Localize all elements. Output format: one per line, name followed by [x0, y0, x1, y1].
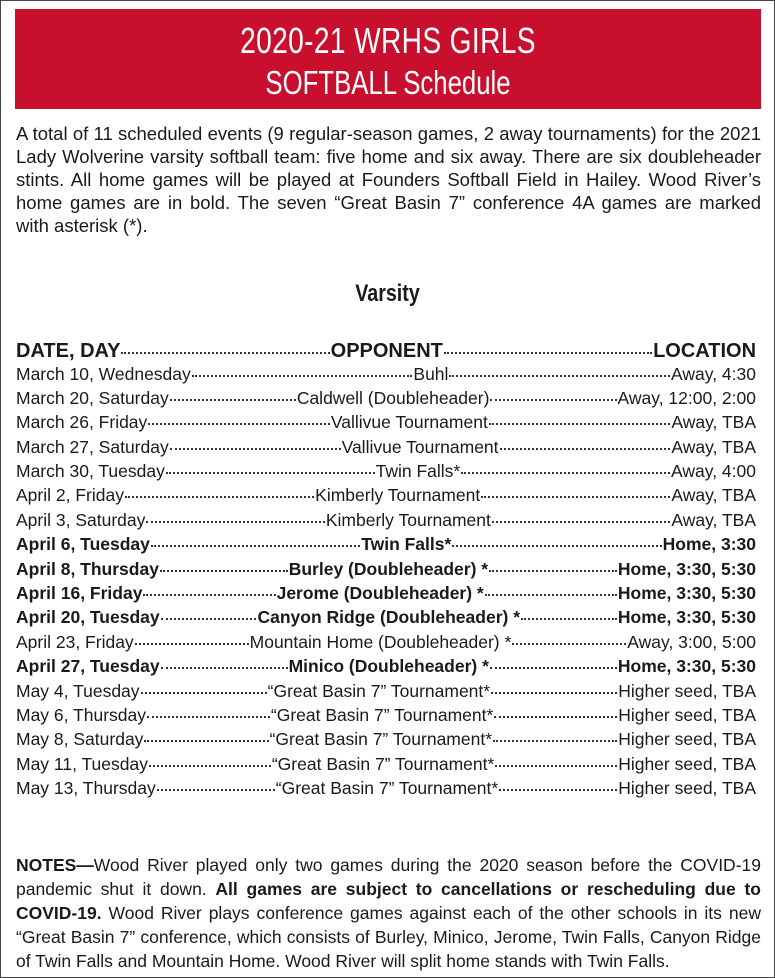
game-date: March 10, Wednesday [16, 363, 191, 384]
game-location: Away, TBA [671, 509, 756, 530]
schedule-table [16, 335, 756, 799]
game-location: Higher seed, TBA [618, 753, 756, 774]
game-opponent: Burley (Doubleheader) * [288, 558, 489, 579]
game-location: Higher seed, TBA [618, 729, 757, 750]
table-row [16, 604, 756, 628]
section-title: Varsity [355, 280, 420, 307]
game-date: March 20, Saturday [16, 387, 169, 408]
game-location: Higher seed, TBA [618, 680, 757, 701]
game-date: April 8, Thursday [16, 558, 159, 579]
leader-dots [489, 406, 671, 426]
leader-dots [170, 381, 296, 401]
table-row [16, 628, 756, 652]
notes-label: NOTES— [16, 855, 94, 875]
game-date: May 6, Thursday [16, 704, 147, 725]
game-location: Away, 12:00, 2:00 [617, 387, 756, 408]
leader-dots [161, 650, 288, 670]
intro-paragraph: A total of 11 scheduled events (9 regular-season games, 2 away tournaments) for the 2021 Lady Wolverine varsity softball team: five home and six away. There are six doubleheader stints. All home games will be played at Founders Softball Field in Hailey. Wood River’s home games are in bold. The seven “Great Basin 7” conference 4A games are marked with asterisk (*). [16, 123, 761, 236]
table-row [16, 677, 756, 701]
leader-dots [146, 503, 324, 523]
game-date: May 13, Thursday [16, 778, 156, 799]
table-row [16, 531, 756, 555]
leader-dots [493, 723, 617, 743]
leader-dots [143, 577, 275, 597]
schedule-rows [16, 360, 756, 799]
game-location: Away, 4:00 [671, 461, 756, 482]
game-location: Higher seed, TBA [618, 778, 756, 799]
leader-dots [147, 698, 270, 718]
game-location: Home, 3:30 [662, 534, 756, 555]
table-row [16, 555, 756, 579]
game-date: March 27, Saturday [16, 436, 169, 457]
game-location: Away, TBA [671, 485, 757, 506]
table-row [16, 580, 756, 604]
leader-dots [125, 479, 314, 499]
game-date: April 20, Tuesday [16, 607, 160, 628]
column-header-location: LOCATION [653, 340, 757, 362]
title-banner [15, 9, 761, 109]
leader-dots [161, 601, 257, 621]
game-location: Home, 3:30, 5:30 [617, 656, 757, 677]
table-row [16, 750, 756, 774]
game-date: April 16, Friday [16, 583, 143, 604]
game-date: May 11, Tuesday [16, 753, 148, 774]
leader-dots [135, 625, 249, 645]
leader-dots [494, 698, 617, 718]
game-date: April 2, Friday [16, 485, 124, 506]
leader-dots [144, 723, 268, 743]
game-opponent: “Great Basin 7” Tournament* [267, 680, 491, 701]
game-date: March 30, Tuesday [16, 461, 165, 482]
game-opponent: Vallivue Tournament [330, 412, 488, 433]
leader-dots [499, 772, 617, 792]
leader-dots [166, 455, 375, 475]
leader-dots [490, 381, 616, 401]
game-opponent: Twin Falls* [375, 461, 461, 482]
leader-dots [500, 430, 671, 450]
game-opponent: Kimberly Tournament [315, 485, 481, 506]
leader-dots [485, 577, 617, 597]
table-row [16, 360, 756, 384]
game-date: April 27, Tuesday [16, 656, 160, 677]
game-opponent: “Great Basin 7” Tournament* [275, 778, 499, 799]
game-opponent: Vallivue Tournament [341, 436, 499, 457]
game-date: April 3, Saturday [16, 509, 146, 530]
game-location: Home, 3:30, 5:30 [617, 583, 757, 604]
leader-dots [148, 406, 330, 426]
leader-dots [149, 747, 271, 767]
game-date: April 23, Friday [16, 631, 134, 652]
notes-text-1: Wood River played only two games during the 2020 season before the COVID-19 pandemic shut it down. [16, 855, 761, 899]
game-opponent: “Great Basin 7” Tournament* [271, 753, 495, 774]
leader-dots [151, 528, 360, 548]
game-opponent: Kimberly Tournament [325, 509, 491, 530]
leader-dots [490, 650, 617, 670]
game-opponent: Buhl [413, 363, 449, 384]
game-opponent: Mountain Home (Doubleheader) * [249, 631, 512, 652]
game-location: Home, 3:30, 5:30 [617, 558, 756, 579]
game-location: Away, 3:00, 5:00 [627, 631, 757, 652]
game-opponent: Caldwell (Doubleheader) [296, 387, 490, 408]
leader-dots [192, 357, 413, 377]
game-location: Away, 4:30 [671, 363, 756, 384]
game-date: March 26, Friday [16, 412, 148, 433]
notes-paragraph [16, 853, 761, 973]
game-opponent: “Great Basin 7” Tournament* [270, 704, 494, 725]
game-location: Higher seed, TBA [618, 704, 757, 725]
leader-dots [492, 503, 670, 523]
game-date: May 8, Saturday [16, 729, 144, 750]
column-header-date: DATE, DAY [16, 340, 121, 362]
leader-dots [512, 625, 626, 645]
leader-dots [452, 528, 661, 548]
game-opponent: Minico (Doubleheader) * [288, 656, 489, 677]
table-row [16, 653, 756, 677]
title-line-2: SOFTBALL Schedule [265, 64, 511, 101]
leader-dots [489, 552, 617, 572]
game-location: Home, 3:30, 5:30 [617, 607, 756, 628]
leader-dots [495, 747, 617, 767]
table-row [16, 701, 756, 725]
leader-dots [481, 479, 670, 499]
leader-dots [141, 674, 267, 694]
game-location: Away, TBA [671, 412, 756, 433]
column-header-opponent: OPPONENT [330, 340, 443, 362]
leader-dots [444, 332, 652, 354]
table-row [16, 775, 756, 799]
game-location: Away, TBA [671, 436, 757, 457]
game-opponent: Canyon Ridge (Doubleheader) * [257, 607, 521, 628]
game-opponent: “Great Basin 7” Tournament* [269, 729, 493, 750]
leader-dots [449, 357, 670, 377]
leader-dots [160, 552, 288, 572]
notes-text-2: Wood River plays conference games against each of the other schools in its new “Great Basin 7” conference, which consists of Burley, Minico, Jerome, Twin Falls, Canyon Ridge of Twin Falls and Mountain Home. Wood River will split home stands with Twin Falls. [16, 903, 761, 971]
game-opponent: Jerome (Doubleheader) * [276, 583, 484, 604]
title-line-1: 2020-21 WRHS GIRLS [240, 20, 536, 61]
game-date: May 4, Tuesday [16, 680, 140, 701]
leader-dots [157, 772, 275, 792]
leader-dots [170, 430, 341, 450]
game-date: April 6, Tuesday [16, 534, 150, 555]
leader-dots [121, 332, 329, 354]
table-row [16, 726, 756, 750]
game-opponent: Twin Falls* [361, 534, 452, 555]
leader-dots [461, 455, 670, 475]
leader-dots [491, 674, 617, 694]
notes-bold-text: All games are subject to cancellations or rescheduling due to COVID-19. [16, 879, 761, 923]
leader-dots [521, 601, 617, 621]
